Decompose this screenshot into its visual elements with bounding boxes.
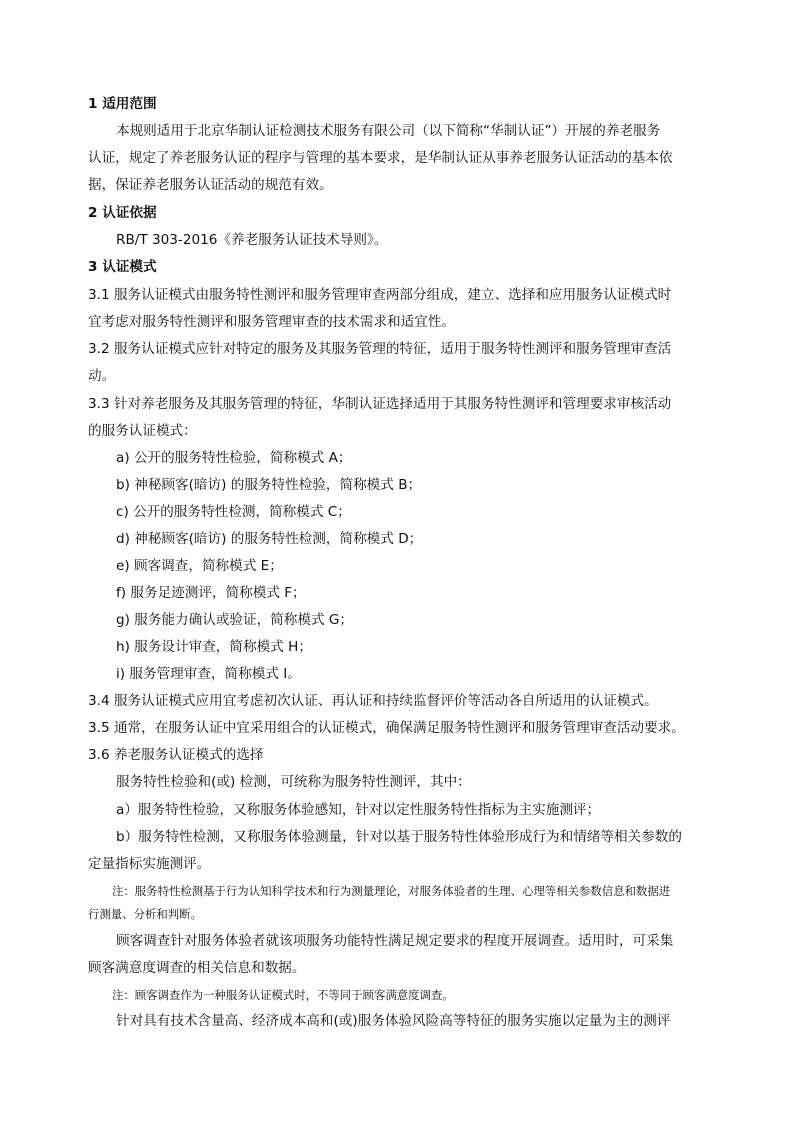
paragraph-line: 针对具有技术含量高、经济成本高和(或)服务体验风险高等特征的服务实施以定量为主的测评 [116,1013,671,1029]
note-line: 行测量、分析和判断。 [88,907,202,921]
list-item-mode-g: g) 服务能力确认或验证，简称模式 G； [116,612,354,628]
list-item-inspection: a）服务特性检验，又称服务体验感知，针对以定性服务特性指标为主实施测评； [116,802,601,818]
list-item-mode-c: c) 公开的服务特性检测，简称模式 C； [116,504,351,520]
list-item-mode-h: h) 服务设计审查，简称模式 H； [116,639,312,655]
paragraph-line: 顾客调查针对服务体验者就该项服务功能特性满足规定要求的程度开展调查。适用时，可采集 [116,933,674,949]
clause-3-4: 3.4 服务认证模式应用宜考虑初次认证、再认证和持续监督评价等活动各自所适用的认证模式。 [88,693,658,709]
list-item-mode-i: i) 服务管理审查，简称模式 I。 [116,666,301,682]
note-line: 注：顾客调查作为一种服务认证模式时，不等同于顾客满意度调查。 [112,988,454,1002]
paragraph-line: 据，保证养老服务认证活动的规范有效。 [88,177,333,193]
section-heading-mode: 3 认证模式 [88,259,157,275]
paragraph-line: 顾客满意度调查的相关信息和数据。 [88,960,306,976]
clause-3-3: 3.3 针对养老服务及其服务管理的特征，华制认证选择适用于其服务特性测评和管理要求审核活动 [88,396,672,412]
list-item-testing: b）服务特性检测，又称服务体验测量，针对以基于服务特性体验形成行为和情绪等相关参数的 [116,829,682,845]
list-item-mode-a: a) 公开的服务特性检验，简称模式 A； [116,450,352,466]
paragraph-line: 认证，规定了养老服务认证的程序与管理的基本要求，是华制认证从事养老服务认证活动的基本依 [88,150,673,166]
section-heading-scope: 1 适用范围 [88,96,157,112]
paragraph-line: 服务特性检验和(或) 检测，可统称为服务特性测评，其中： [116,774,471,790]
list-item-mode-b: b) 神秘顾客(暗访) 的服务特性检验，简称模式 B； [116,477,422,493]
section-heading-basis: 2 认证依据 [88,205,157,221]
clause-3-2: 3.2 服务认证模式应针对特定的服务及其服务管理的特征，适用于服务特性测评和服务管理审查活 [88,341,672,357]
list-item-mode-d: d) 神秘顾客(暗访) 的服务特性检测，简称模式 D； [116,531,423,547]
list-item-mode-f: f) 服务足迹测评，简称模式 F； [116,585,306,601]
note-line: 注：服务特性检测基于行为认知科学技术和行为测量理论，对服务体验者的生理、心理等相关参数信息和数据进 [112,884,671,898]
paragraph-line: 的服务认证模式： [88,423,197,439]
clause-3-5: 3.5 通常，在服务认证中宜采用组合的认证模式，确保满足服务特性测评和服务管理审查活动要求。 [88,720,685,736]
paragraph-line: 动。 [88,368,116,384]
paragraph-line: 宜考虑对服务特性测评和服务管理审查的技术需求和适宜性。 [88,314,456,330]
clause-3-6: 3.6 养老服务认证模式的选择 [88,747,264,763]
paragraph-line: RB/T 303-2016《养老服务认证技术导则》。 [116,232,388,248]
clause-3-1: 3.1 服务认证模式由服务特性测评和服务管理审查两部分组成，建立、选择和应用服务认证模式时 [88,287,672,303]
paragraph-line: 本规则适用于北京华制认证检测技术服务有限公司（以下简称“华制认证”）开展的养老服务 [116,123,661,139]
list-item-mode-e: e) 顾客调查，简称模式 E； [116,558,283,574]
paragraph-line: 定量指标实施测评。 [88,856,211,872]
